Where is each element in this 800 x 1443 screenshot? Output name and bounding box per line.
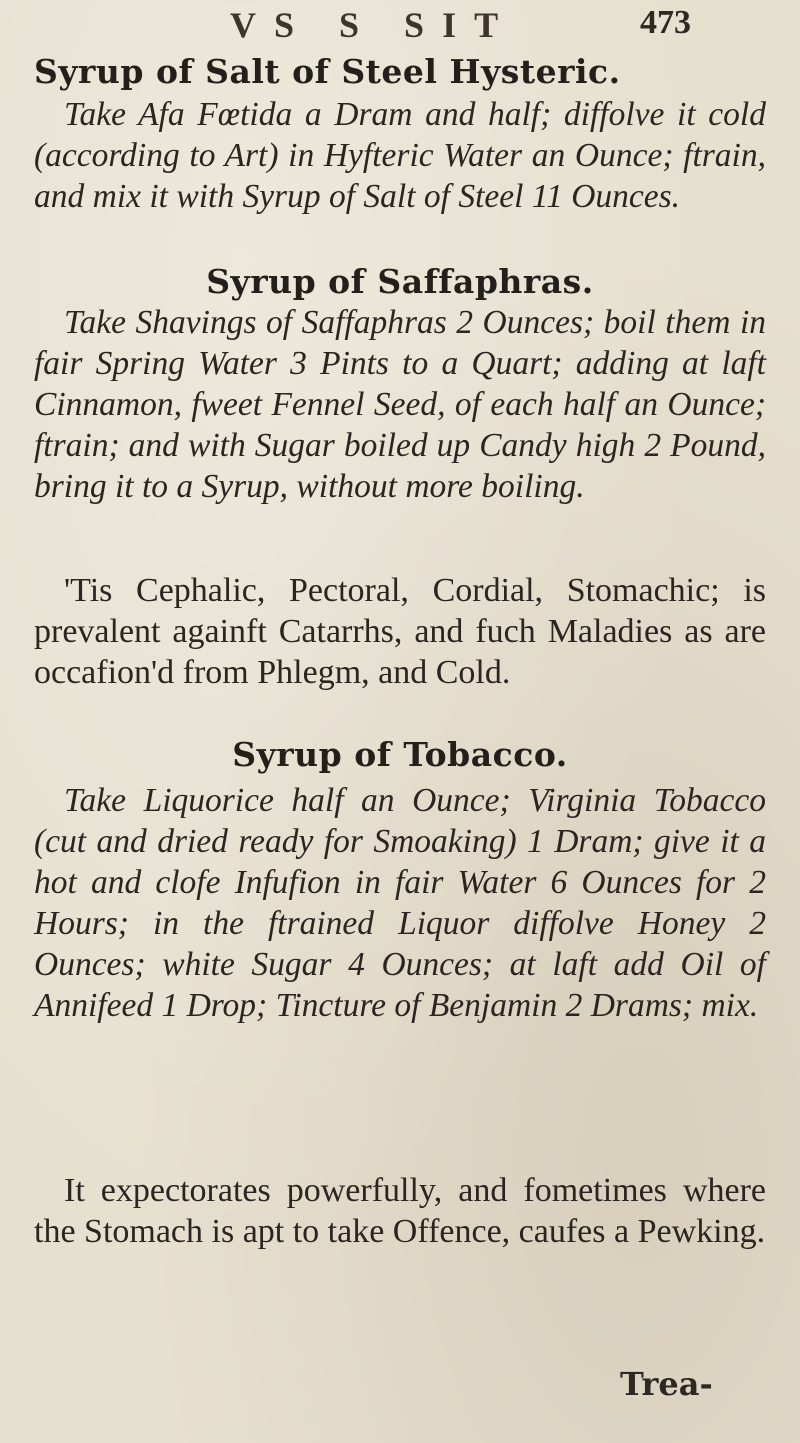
catchword: Trea-: [620, 1365, 713, 1403]
recipe-paragraph: Take Shavings of Saffaphras 2 Ounces; boil them in fair Spring Water 3 Pints to a Quart; adding at laft Cinnamon, fweet Fennel Seed, of each half an Ounce; ftrain; and with Sugar boiled up Candy high 2 Pound, bring it to a Syrup, without more boiling.: [34, 304, 766, 505]
section-heading: Syrup of Salt of Steel Hysteric.: [34, 52, 621, 91]
page-number: 473: [640, 4, 691, 41]
virtues-paragraph: 'Tis Cephalic, Pectoral, Cordial, Stomachic; is prevalent againft Catarrhs, and fuch Maladies as are occafion'd from Phlegm, and Cold.: [34, 572, 766, 691]
virtues-paragraph: It expectorates powerfully, and fometimes where the Stomach is apt to take Offence, caufes a Pewking.: [34, 1172, 766, 1250]
page-header: [0, 4, 800, 44]
recipe-paragraph: Take Afa Fœtida a Dram and half; diffolve it cold (according to Art) in Hyfteric Water an Ounce; ftrain, and mix it with Syrup of Salt of Steel 11 Ounces.: [34, 96, 766, 215]
section-heading: Syrup of Saffaphras.: [206, 262, 594, 301]
signature-mark: VS S SIT: [230, 5, 517, 45]
recipe-paragraph: Take Liquorice half an Ounce; Virginia Tobacco (cut and dried ready for Smoaking) 1 Dram; give it a hot and clofe Infufion in fair Water 6 Ounces for 2 Hours; in the ftrained Liquor diffolve Honey 2 Ounces; white Sugar 4 Ounces; at laft add Oil of Annifeed 1 Drop; Tincture of Benjamin 2 Drams; mix.: [34, 782, 766, 1024]
section-heading: Syrup of Tobacco.: [232, 735, 568, 774]
